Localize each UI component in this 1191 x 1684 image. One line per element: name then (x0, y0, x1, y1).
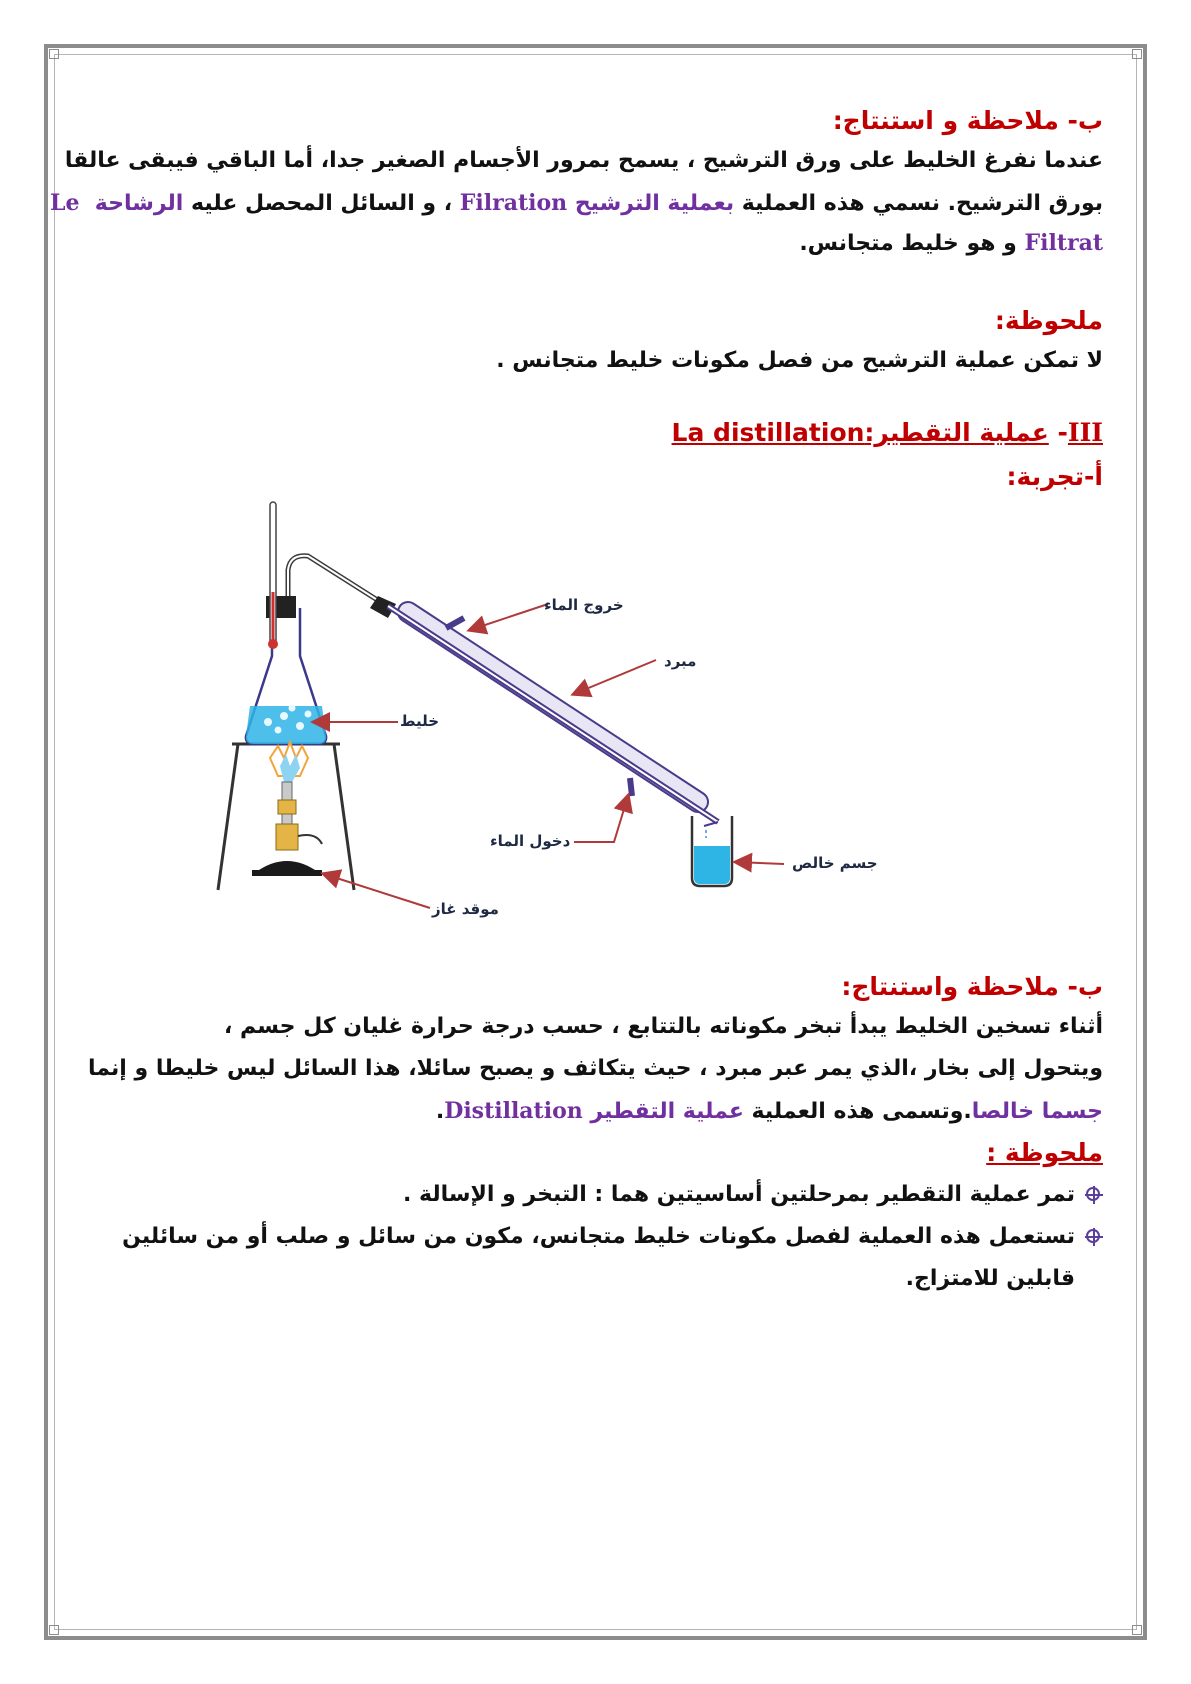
text-run: و هو خليط متجانس. (799, 231, 1025, 256)
paragraph-line: عندما نفرغ الخليط على ورق الترشيح ، يسمح بمرور الأجسام الصغير جدا، أما الباقي فيبقى عالقا (64, 148, 1103, 173)
section3-heading (88, 418, 1103, 448)
label-pure-body: جسم خالص (792, 854, 878, 872)
text-run: .وتسمى هذه العملية (743, 1099, 972, 1124)
frame-corner (49, 49, 59, 59)
section3-number: III (1067, 418, 1103, 447)
label-water-out: خروج الماء (544, 596, 624, 614)
frame-corner (49, 1625, 59, 1635)
note2-bullet-item (88, 1180, 1103, 1210)
section-b1-heading: ب- ملاحظة و استنتاج: (832, 106, 1103, 135)
thermometer (268, 502, 278, 649)
note1-heading: ملحوظة: (994, 306, 1103, 335)
section3-dash: - (1057, 418, 1068, 447)
beaker (692, 816, 732, 886)
text-run: بورق الترشيح. نسمي هذه العملية (734, 191, 1103, 216)
experiment-heading: أ-تجربة: (1006, 462, 1103, 491)
bullet-continuation: قابلين للامتزاج. (905, 1266, 1075, 1291)
term-filtrate: الرشاحة (94, 191, 184, 216)
section-b2-heading: ب- ملاحظة واستنتاج: (841, 972, 1103, 1001)
bullet-text: تستعمل هذه العملية لفصل مكونات خليط متجانس، مكون من سائل و صلب أو من سائلين (122, 1224, 1075, 1249)
bullet-text: تمر عملية التقطير بمرحلتين أساسيتين هما : التبخر و الإسالة . (403, 1182, 1075, 1207)
paragraph-line (49, 188, 1103, 219)
distillation-diagram (212, 496, 892, 956)
latin-term: Le (49, 190, 80, 216)
frame-corner (1132, 49, 1142, 59)
term-filtration: بعملية الترشيح (574, 191, 735, 216)
text-run: . (435, 1099, 445, 1124)
latin-term: Filration (459, 190, 568, 216)
term-pure-body: جسما خالصا (971, 1099, 1103, 1124)
label-condenser: مبرد (664, 652, 697, 670)
term-distillation: عملية التقطير (590, 1099, 744, 1124)
paragraph-line: أثناء تسخين الخليط يبدأ تبخر مكوناته بالتتابع ، حسب درجة حرارة غليان كل جسم ، (224, 1014, 1103, 1039)
section3-title: عملية التقطير: (864, 418, 1049, 447)
paragraph-line: ويتحول إلى بخار ،الذي يمر عبر مبرد ، حيث يتكاثف و يصبح سائلا، هذا السائل ليس خليطا و إنما (88, 1056, 1103, 1081)
crosshair-bullet-icon (1085, 1186, 1103, 1204)
note1-text: لا تمكن عملية الترشيح من فصل مكونات خليط متجانس . (496, 348, 1103, 373)
label-gas-burner: موقد غاز (432, 900, 499, 918)
paragraph-line (88, 228, 1103, 259)
note2-heading: ملحوظة : (986, 1138, 1103, 1167)
latin-term: Filtrat (1024, 230, 1103, 256)
latin-term: Distillation (444, 1098, 583, 1124)
section3-title-latin: La distillation (671, 418, 865, 447)
distillation-apparatus (212, 496, 892, 956)
label-mixture: خليط (400, 712, 440, 730)
label-water-in: دخول الماء (490, 832, 571, 850)
text-run: ، و السائل المحصل عليه (183, 191, 453, 216)
crosshair-bullet-icon (1085, 1228, 1103, 1246)
paragraph-line (88, 1096, 1103, 1127)
note2-bullet-item (88, 1222, 1103, 1252)
gas-burner (252, 742, 322, 876)
frame-corner (1132, 1625, 1142, 1635)
